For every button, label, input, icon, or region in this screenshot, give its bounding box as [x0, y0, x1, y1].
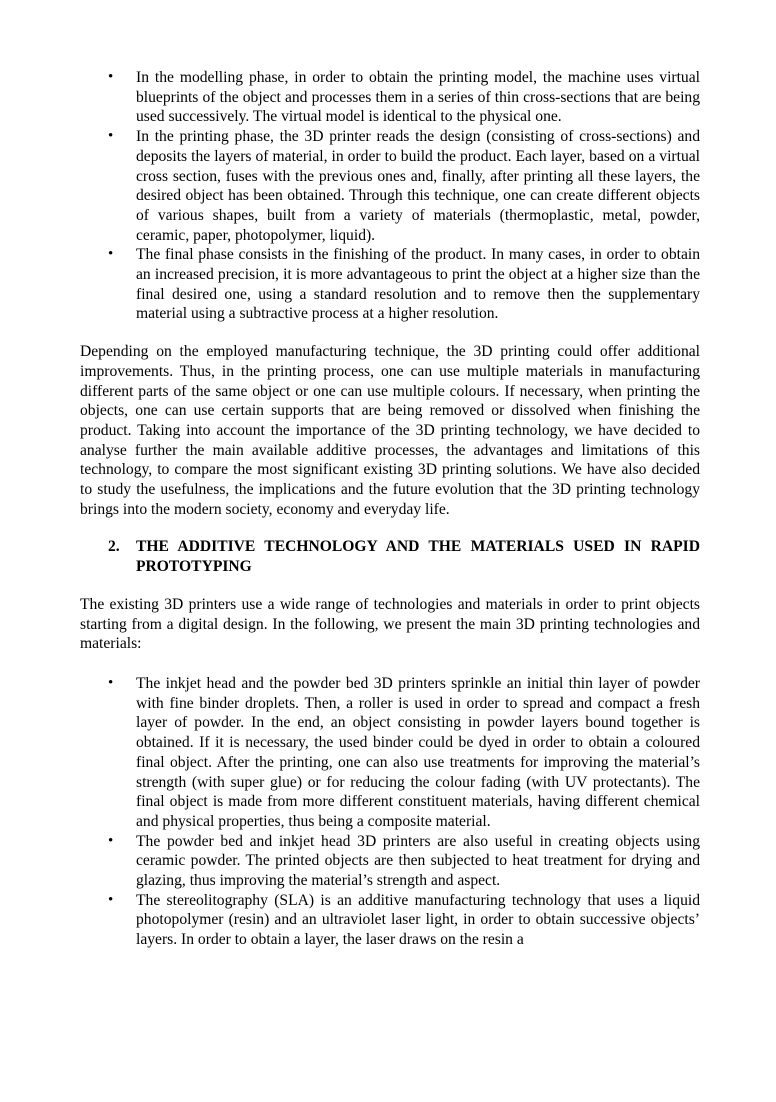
phase-bullet-list: [80, 68, 700, 324]
list-item: • The inkjet head and the powder bed 3D printers sprinkle an initial thin layer of powder with fine binder droplets. Then, a roller is used in order to spread and compact a fresh layer of powder. In the end, an object consisting in powder layers bound together is obtained. If it is necessary, the used binder could be dyed in order to obtain a coloured final object. After the printing, one can also use treatments for improving the material’s strength (with super glue) or for reducing the colour fading (with UV protectants). The final object is made from more different constituent materials, having different chemical and physical properties, thus being a composite material.: [80, 674, 700, 832]
document-page: [80, 68, 700, 950]
section-number: 2.: [108, 538, 120, 556]
list-item: • The stereolitography (SLA) is an additive manufacturing technology that uses a liquid photopolymer (resin) and an ultraviolet laser light, in order to obtain successive objects’ layers. In order to obtain a layer, the laser draws on the resin a: [80, 891, 700, 950]
list-item: • The powder bed and inkjet head 3D printers are also useful in creating objects using ceramic powder. The printed objects are then subjected to heat treatment for drying and glazing, thus improving the material’s strength and aspect.: [80, 832, 700, 891]
section-heading: [80, 537, 700, 576]
body-paragraph: The existing 3D printers use a wide range of technologies and materials in order to print objects starting from a digital design. In the following, we present the main 3D printing technologies and materials:: [80, 595, 700, 653]
section-title: THE ADDITIVE TECHNOLOGY AND THE MATERIALS USED IN RAPID PROTOTYPING: [136, 538, 700, 576]
technology-bullet-list: [80, 674, 700, 950]
list-item: • The final phase consists in the finishing of the product. In many cases, in order to obtain an increased precision, it is more advantageous to print the object at a higher size than the final desired one, using a standard resolution and to remove then the supplementary material using a subtractive process at a higher resolution.: [80, 245, 700, 324]
list-item: • In the modelling phase, in order to obtain the printing model, the machine uses virtual blueprints of the object and processes them in a series of thin cross-sections that are being used successively. The virtual model is identical to the physical one.: [80, 68, 700, 127]
list-item: • In the printing phase, the 3D printer reads the design (consisting of cross-sections) and deposits the layers of material, in order to build the product. Each layer, based on a virtual cross section, fuses with the previous ones and, finally, after printing all these layers, the desired object has been obtained. Through this technique, one can create different objects of various shapes, built from a variety of materials (thermoplastic, metal, powder, ceramic, paper, photopolymer, liquid).: [80, 127, 700, 245]
body-paragraph: Depending on the employed manufacturing technique, the 3D printing could offer additional improvements. Thus, in the printing process, one can use multiple materials in manufacturing different parts of the same object or one can use multiple colours. If necessary, when printing the objects, one can use certain supports that are being removed or dissolved when finishing the product. Taking into account the importance of the 3D printing technology, we have decided to analyse further the main available additive processes, the advantages and limitations of this technology, to compare the most significant existing 3D printing solutions. We have also decided to study the usefulness, the implications and the future evolution that the 3D printing technology brings into the modern society, economy and everyday life.: [80, 343, 700, 518]
